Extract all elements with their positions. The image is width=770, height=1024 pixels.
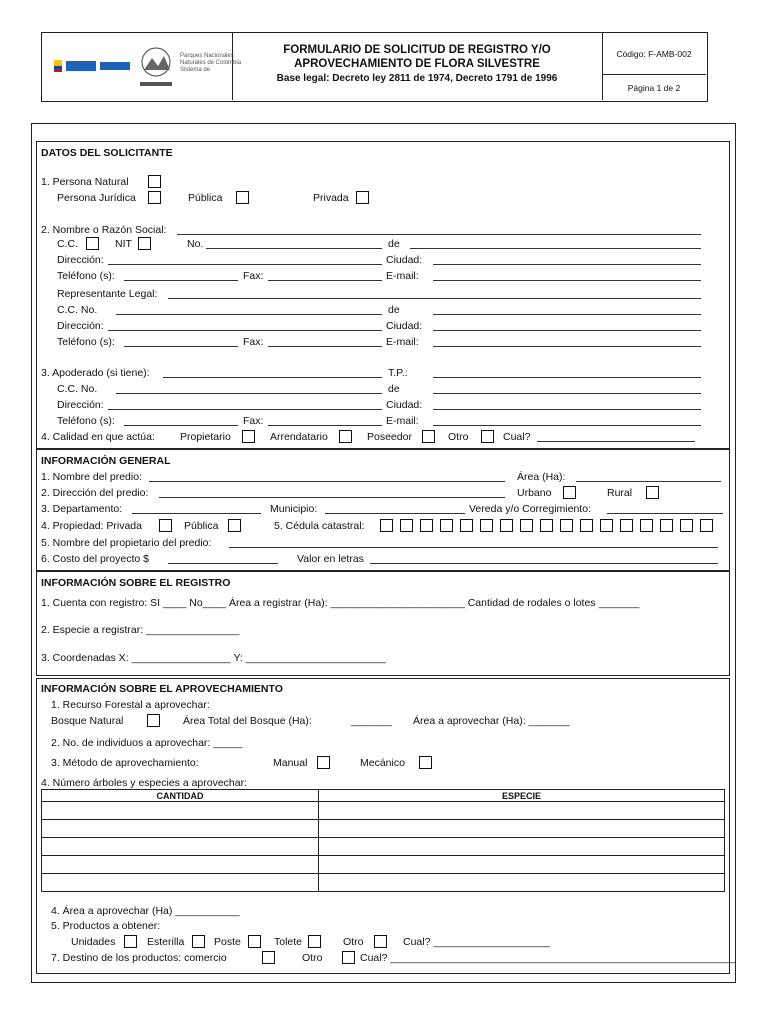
field-rep-fax[interactable] — [268, 346, 382, 347]
label-apo-direccion: Dirección: — [57, 399, 104, 411]
label-nombre-predio: 1. Nombre del predio: — [41, 471, 142, 483]
label-rep-fax: Fax: — [243, 336, 264, 348]
checkbox-tolete[interactable] — [308, 935, 321, 948]
label-costo: 6. Costo del proyecto $ — [41, 553, 149, 565]
cell-cantidad[interactable] — [42, 838, 319, 856]
checkbox-otro[interactable] — [481, 430, 494, 443]
row-coordenadas[interactable]: 3. Coordenadas X: _________________ Y: ________________________ — [41, 652, 386, 664]
label-direccion-predio: 2. Dirección del predio: — [41, 487, 149, 499]
field-rep-ccno[interactable] — [116, 314, 382, 315]
label-direccion: Dirección: — [57, 254, 104, 266]
field-rep-ciudad[interactable] — [433, 330, 701, 331]
checkbox-propietario[interactable] — [242, 430, 255, 443]
cell-especie[interactable] — [319, 874, 725, 892]
field-apo-telefono[interactable] — [124, 425, 238, 426]
label-rep-telefono: Teléfono (s): — [57, 336, 115, 348]
checkbox-otro-producto[interactable] — [374, 935, 387, 948]
cell-especie[interactable] — [319, 802, 725, 820]
cedula-box[interactable] — [660, 519, 673, 532]
species-table — [41, 789, 725, 892]
label-numero-arboles: 4. Número árboles y especies a aprovechar: — [41, 777, 248, 789]
checkbox-bosque-natural[interactable] — [147, 714, 160, 727]
checkbox-cc[interactable] — [86, 237, 99, 250]
section-title-registro: INFORMACIÓN SOBRE EL REGISTRO — [41, 577, 231, 589]
cedula-box[interactable] — [500, 519, 513, 532]
label-rep-ciudad: Ciudad: — [386, 320, 423, 332]
label-otro-destino: Otro — [302, 952, 323, 964]
field-representante-legal[interactable] — [168, 298, 701, 299]
label-metodo: 3. Método de aprovechamiento: — [51, 757, 199, 769]
field-id-city[interactable] — [410, 248, 701, 249]
label-rep-ccno: C.C. No. — [57, 304, 98, 316]
label-email: E-mail: — [386, 270, 419, 282]
logo-right-line-1: Parques Nacionales — [180, 53, 234, 59]
cedula-box[interactable] — [380, 519, 393, 532]
checkbox-poseedor[interactable] — [422, 430, 435, 443]
field-apo-city[interactable] — [433, 393, 701, 394]
label-unidades: Unidades — [71, 936, 116, 948]
cell-cantidad[interactable] — [42, 856, 319, 874]
field-telefono[interactable] — [124, 280, 238, 281]
label-poseedor: Poseedor — [367, 431, 412, 443]
label-persona-juridica: Persona Jurídica — [57, 192, 136, 204]
cedula-box[interactable] — [480, 519, 493, 532]
label-mecanico: Mecánico — [360, 757, 405, 769]
label-esterilla: Esterilla — [147, 936, 185, 948]
cedula-box[interactable] — [580, 519, 593, 532]
label-apo-ccno: C.C. No. — [57, 383, 98, 395]
label-apo-email: E-mail: — [386, 415, 419, 427]
label-no-individuos[interactable]: 2. No. de individuos a aprovechar: _____ — [51, 737, 243, 749]
label-propiedad-publica: Pública — [184, 520, 219, 532]
label-vereda: Vereda y/o Corregimiento: — [469, 503, 591, 515]
cell-cantidad[interactable] — [42, 802, 319, 820]
checkbox-nit[interactable] — [138, 237, 151, 250]
label-tp: T.P.: — [388, 367, 408, 379]
field-ciudad[interactable] — [433, 264, 701, 265]
label-valor-letras: Valor en letras — [297, 553, 364, 565]
label-rep-direccion: Dirección: — [57, 320, 104, 332]
cedula-box[interactable] — [420, 519, 433, 532]
cell-cantidad[interactable] — [42, 820, 319, 838]
field-email[interactable] — [433, 280, 701, 281]
field-municipio[interactable] — [325, 513, 465, 514]
cell-cantidad[interactable] — [42, 874, 319, 892]
field-nombre-razon-social[interactable] — [177, 234, 701, 235]
label-productos: 5. Productos a obtener: — [51, 920, 161, 932]
field-cual[interactable] — [537, 441, 695, 442]
checkbox-poste[interactable] — [248, 935, 261, 948]
row-especie-registrar[interactable]: 2. Especie a registrar: ________________ — [41, 624, 240, 636]
label-apo-telefono: Teléfono (s): — [57, 415, 115, 427]
label-cual-producto[interactable]: Cual? ____________________ — [403, 936, 551, 948]
field-rep-city[interactable] — [433, 314, 701, 315]
page-number: Página 1 de 2 — [627, 83, 681, 93]
label-apo-de: de — [388, 383, 400, 395]
label-cual-destino[interactable]: Cual? ___________________________________________________________ — [360, 952, 735, 964]
logo-right-line-2: Naturales de Colombia — [180, 60, 242, 66]
cedula-box[interactable] — [540, 519, 553, 532]
label-apo-fax: Fax: — [243, 415, 264, 427]
label-publica: Pública — [188, 192, 223, 204]
label-cual: Cual? — [503, 431, 531, 443]
label-manual: Manual — [273, 757, 308, 769]
checkbox-privada[interactable] — [356, 191, 369, 204]
form-title-line-2: APROVECHAMIENTO DE FLORA SILVESTRE — [294, 58, 540, 70]
col-header-especie: ESPECIE — [319, 790, 725, 802]
field-id-number[interactable] — [206, 248, 382, 249]
cell-especie[interactable] — [319, 856, 725, 874]
checkbox-otro-destino[interactable] — [342, 951, 355, 964]
label-calidad: 4. Calidad en que actúa: — [41, 431, 155, 443]
label-fax: Fax: — [243, 270, 264, 282]
section-title-aprovechamiento: INFORMACIÓN SOBRE EL APROVECHAMIENTO — [41, 683, 283, 695]
checkbox-esterilla[interactable] — [192, 935, 205, 948]
cedula-box[interactable] — [700, 519, 713, 532]
header-divider-code — [602, 74, 706, 75]
cedula-box[interactable] — [440, 519, 453, 532]
field-apo-ccno[interactable] — [116, 393, 382, 394]
field-valor-letras[interactable] — [370, 563, 718, 564]
checkbox-propiedad-publica[interactable] — [228, 519, 241, 532]
field-tp[interactable] — [433, 377, 701, 378]
form-code: Código: F-AMB-002 — [616, 49, 692, 59]
section-title-solicitante: DATOS DEL SOLICITANTE — [41, 147, 173, 159]
cell-especie[interactable] — [319, 838, 725, 856]
label-apoderado: 3. Apoderado (si tiene): — [41, 367, 150, 379]
field-apo-fax[interactable] — [268, 425, 382, 426]
cedula-catastral-boxes[interactable] — [380, 519, 720, 532]
label-rural: Rural — [607, 487, 633, 499]
label-cedula-catastral: 5. Cédula catastral: — [274, 520, 365, 532]
label-bosque-natural: Bosque Natural — [51, 715, 124, 727]
label-departamento: 3. Departamento: — [41, 503, 123, 515]
label-area-ha: Área (Ha): — [517, 471, 566, 483]
label-area-total-bosque: Área Total del Bosque (Ha): — [183, 715, 312, 727]
field-departamento[interactable] — [132, 513, 261, 514]
label-ciudad: Ciudad: — [386, 254, 423, 266]
checkbox-persona-natural[interactable] — [148, 175, 161, 188]
checkbox-unidades[interactable] — [124, 935, 137, 948]
logo-government — [54, 60, 132, 72]
label-municipio: Municipio: — [270, 503, 318, 515]
parques-emblem-icon — [136, 44, 176, 90]
logo-parques — [136, 44, 176, 90]
checkbox-persona-juridica[interactable] — [148, 191, 161, 204]
label-propietario-predio: 5. Nombre del propietario del predio: — [41, 537, 212, 549]
label-persona-natural: 1. Persona Natural — [41, 176, 129, 188]
field-costo[interactable] — [168, 563, 278, 564]
label-propietario: Propietario — [180, 431, 231, 443]
cedula-box[interactable] — [460, 519, 473, 532]
label-poste: Poste — [214, 936, 241, 948]
field-rep-direccion[interactable] — [108, 330, 382, 331]
label-cc: C.C. — [57, 238, 78, 250]
field-direccion[interactable] — [108, 264, 382, 265]
cell-especie[interactable] — [319, 820, 725, 838]
label-propiedad-privada: 4. Propiedad: Privada — [41, 520, 142, 532]
cedula-box[interactable] — [600, 519, 613, 532]
checkbox-urbano[interactable] — [563, 486, 576, 499]
checkbox-propiedad-privada[interactable] — [159, 519, 172, 532]
checkbox-rural[interactable] — [646, 486, 659, 499]
form-legal-basis: Base legal: Decreto ley 2811 de 1974, Decreto 1791 de 1996 — [276, 73, 558, 84]
label-nombre-razon-social: 2. Nombre o Razón Social: — [41, 224, 167, 236]
label-rep-de: de — [388, 304, 400, 316]
checkbox-mecanico[interactable] — [419, 756, 432, 769]
logo-right-line-3: Sistema de — [180, 67, 211, 73]
label-rep-email: E-mail: — [386, 336, 419, 348]
row-cuenta-registro[interactable]: 1. Cuenta con registro: SI ____ No____ Área a registrar (Ha): _______________________ Cantidad de rodales o lotes _______ — [41, 597, 640, 609]
field-direccion-predio[interactable] — [159, 497, 505, 498]
form-title-line-1: FORMULARIO DE SOLICITUD DE REGISTRO Y/O — [283, 44, 551, 56]
section-title-general: INFORMACIÓN GENERAL — [41, 455, 171, 467]
label-representante-legal: Representante Legal: — [57, 288, 158, 300]
label-area-aprovechar[interactable]: Área a aprovechar (Ha): _______ — [413, 715, 570, 727]
label-no: No. — [187, 238, 204, 250]
field-apo-direccion[interactable] — [108, 409, 382, 410]
field-vereda[interactable] — [607, 513, 723, 514]
field-rep-telefono[interactable] — [124, 346, 238, 347]
col-header-cantidad: CANTIDAD — [42, 790, 319, 802]
cedula-box[interactable] — [680, 519, 693, 532]
field-area-ha[interactable] — [576, 481, 721, 482]
field-apoderado[interactable] — [163, 377, 382, 378]
checkbox-comercio[interactable] — [262, 951, 275, 964]
checkbox-manual[interactable] — [317, 756, 330, 769]
colombia-flag-icon — [54, 60, 132, 72]
field-nombre-predio[interactable] — [149, 481, 505, 482]
label-tolete: Tolete — [274, 936, 303, 948]
checkbox-publica[interactable] — [236, 191, 249, 204]
cedula-box[interactable] — [560, 519, 573, 532]
checkbox-arrendatario[interactable] — [339, 430, 352, 443]
cedula-box[interactable] — [640, 519, 653, 532]
cedula-box[interactable] — [620, 519, 633, 532]
label-arrendatario: Arrendatario — [270, 431, 328, 443]
label-destino: 7. Destino de los productos: comercio — [51, 952, 227, 964]
label-otro: Otro — [448, 431, 469, 443]
cedula-box[interactable] — [520, 519, 533, 532]
field-apo-ciudad[interactable] — [433, 409, 701, 410]
cedula-box[interactable] — [400, 519, 413, 532]
label-urbano: Urbano — [517, 487, 552, 499]
label-otro-producto: Otro — [343, 936, 364, 948]
label-apo-ciudad: Ciudad: — [386, 399, 423, 411]
field-area-total-bosque[interactable]: _______ — [351, 715, 392, 727]
label-area-aprovechar-4[interactable]: 4. Área a aprovechar (Ha) ___________ — [51, 905, 240, 917]
label-de: de — [388, 238, 400, 250]
field-propietario-predio[interactable] — [229, 547, 718, 548]
label-privada: Privada — [313, 192, 349, 204]
field-fax[interactable] — [268, 280, 382, 281]
label-recurso-forestal: 1. Recurso Forestal a aprovechar: — [51, 699, 210, 711]
field-apo-email[interactable] — [433, 425, 701, 426]
label-nit: NIT — [115, 238, 132, 250]
field-rep-email[interactable] — [433, 346, 701, 347]
label-telefono: Teléfono (s): — [57, 270, 115, 282]
